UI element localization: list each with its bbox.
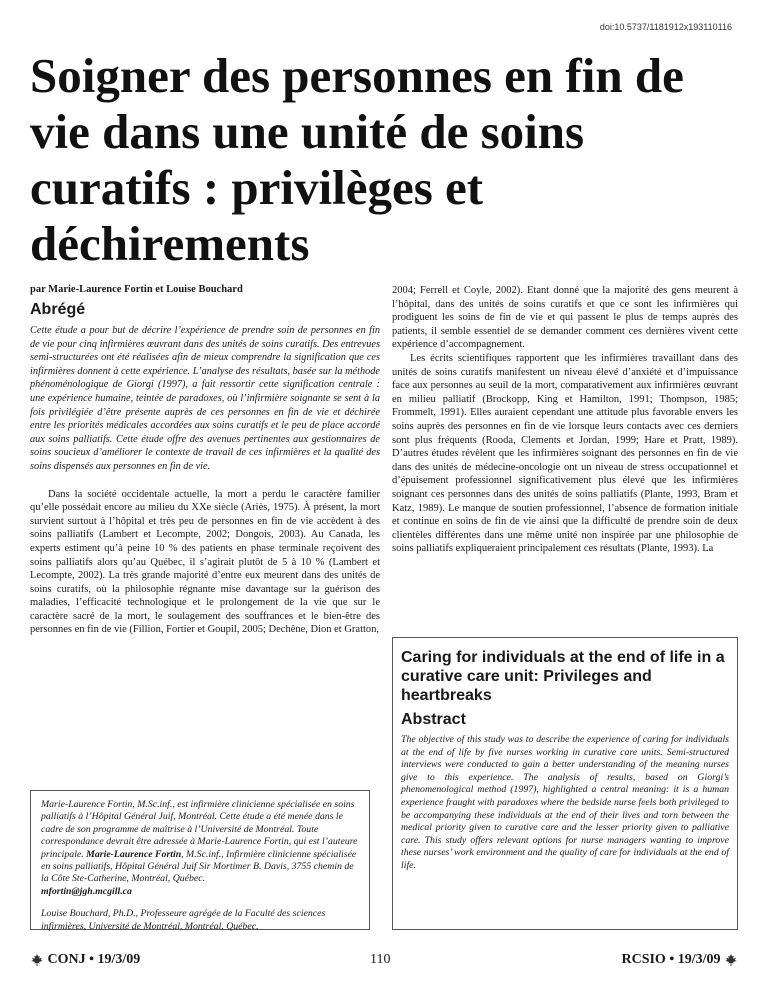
page-footer (30, 952, 738, 972)
abrege-text: Cette étude a pour but de décrire l’expérience de prendre soin de personnes en fin de vie pour cinq infirmières œuvrant dans des unités de soins curatifs. Des entrevues semi-structurées ont été réalisées afin de mieux comprendre la signification que ces infirmières donnent à cette expérience. L’analyse des résultats, basée sur la méthode phénoménologique de Giorgi (1997), a fait ressortir cette signification centrale : une expérience humaine, teintée de paradoxes, où l’infirmière soignante se sent à la fois privilégiée d’être présente auprès de ces personnes en fin de vie et déchirée entre les priorités médicales accordées aux soins curatifs et le peu de place accordé aux soins palliatifs. Cette étude offre des avenues pertinentes aux gestionnaires de soins soucieux d’améliorer le contexte de travail de ces infirmières et la qualité des soins dispensés aux personnes en fin de vie. (30, 325, 380, 472)
maple-leaf-icon (30, 953, 44, 967)
abrege-heading: Abrégé (30, 301, 86, 318)
author-info-1 (41, 799, 359, 898)
english-abstract-heading: Abstract (401, 711, 466, 728)
english-title: Caring for individuals at the end of life in a curative care unit: Privileges and heartbreaks (401, 649, 725, 704)
footer-right-text: RCSIO • 19/3/09 (621, 952, 721, 967)
doi: doi:10.5737/1181912x193110116 (599, 22, 732, 32)
authors: par Marie-Laurence Fortin et Louise Bouchard (30, 284, 243, 295)
left-body-text: Dans la société occidentale actuelle, la mort a perdu le caractère familier qu’elle possédait encore au milieu du XXe siècle (Ariès, 1975). À présent, la mort survient surtout à l’hôpital et très peu de personnes en fin de vie accèdent à des soins palliatifs (Lambert et Lecompte, 2002; Dongois, 2003). Au Canada, les experts estiment qu’à peine 10 % des patients en phase terminale reçoivent des soins palliatifs alors qu’au Québec, il s’agirait plutôt de 5 à 10 % (Lambert et Lecompte, 2002). La très grande majorité d’entre eux meurent dans des unités de soins curatifs, où la philosophie régnante mise davantage sur la guérison des maladies, l’efficacité technologique et le prolongement de la vie que sur le caractère sacré de la mort, le soulagement des souffrances et le bien-être des personnes en fin de vie (Fillion, Fortier et Goupil, 2005; Dechêne, Dion et Gratton, (30, 488, 380, 636)
footer-right (621, 952, 738, 968)
english-abstract-box (392, 637, 738, 930)
english-abstract-text: The objective of this study was to describe the experience of caring for individuals at the end of life by five nurses working in curative care units. Semi-structured interviews were conducted to gain a better understanding of the meaning nurses give to this experience. The analysis of results, based on Giorgi’s phenomenological method (1997), highlighted a central meaning: it is a human experience fraught with paradoxes where the bedside nurse feels both privileged to be accompanying these individuals at the end of their lives and torn between the medical priority given to curative care and the lesser priority given to palliative care. This study offers relevant options for nurse managers wanting to improve these nurses’ work environment and the quality of care for individuals at the end of life. (401, 734, 729, 871)
author-info-box (30, 790, 370, 930)
page-number: 110 (370, 952, 391, 967)
maple-leaf-icon (724, 953, 738, 967)
author-info-2: Louise Bouchard, Ph.D., Professeure agrégée de la Faculté des sciences infirmières, Université de Montréal, Montréal, Québec. (41, 908, 326, 932)
author-name-bold: Marie-Laurence Fortin (86, 848, 182, 860)
left-column (30, 284, 380, 637)
right-column (392, 284, 738, 556)
right-body-text-2: Les écrits scientifiques rapportent que les infirmières travaillant dans des unités de soins curatifs manifestent un niveau élevé d’anxiété et d’impuissance face aux personnes au seuil de la mort, comparativement aux infirmières œuvrant en milieu palliatif (Brockopp, King et Hamilton, 1991; Thompson, 1985; Frommelt, 1991). Elles auraient cependant une attitude plus favorable envers les soins auprès des personnes en fin de vie lorsque leurs contacts avec ces derniers sont plus fréquents (Rooda, Clements et Jordan, 1999; Hare et Pratt, 1989). D’autres études révèlent que les infirmières soignant des personnes en fin de vie dans des unités de médecine-oncologie ont un niveau de stress occupationnel et d’épuisement professionnel significativement plus élevé que les infirmières soignant ces personnes dans des unités de soins palliatifs (Plante, 1993, Bram et Katz, 1989). Le manque de soutien professionnel, l’absence de formation initiale et continue en soins de fin de vie ainsi que la difficulté de prendre soin de deux clientèles différentes dans une même unité non inspirée par une philosophie de soins palliatifs expliqueraient principalement ces résultats (Plante, 1993). La (392, 352, 738, 555)
author-info-1a: Marie-Laurence Fortin, M.Sc.inf., est infirmière clinicienne spécialisée en soins palliatifs à l’Hôpital Général Juif, Montréal. Cette étude a été menée dans le cadre de son programme de maîtrise à l’Université de Montréal. Toute correspondance devrait être adressée à Marie-Laurence Fortin, qui est l’auteure principale. (41, 799, 358, 860)
right-body-text-1: 2004; Ferrell et Coyle, 2002). Etant donné que la majorité des gens meurent à l’hôpital, dans des unités de soins curatifs et que ce sont les infirmières qui prodiguent les soins de fin de vie et qui passent le plus de temps auprès des patients, il semble essentiel de se demander comment ces dernières vivent cette expérience d’accompagnement. (392, 285, 738, 351)
article-title: Soigner des personnes en fin de vie dans une unité de soins curatifs : privilèges et déchirements (30, 48, 684, 271)
author-email[interactable]: mfortin@jgh.mcgill.ca (41, 885, 132, 897)
author-info-1b: , M.Sc.inf., Infirmière clinicienne spécialisée en soins palliatifs, Hôpital Général Juif Sir Mortimer B. Davis, 3755 chemin de la Côte Ste-Catherine, Montréal, Québec. (41, 848, 357, 885)
footer-left-text: CONJ • 19/3/09 (47, 952, 141, 967)
footer-left (30, 952, 140, 968)
